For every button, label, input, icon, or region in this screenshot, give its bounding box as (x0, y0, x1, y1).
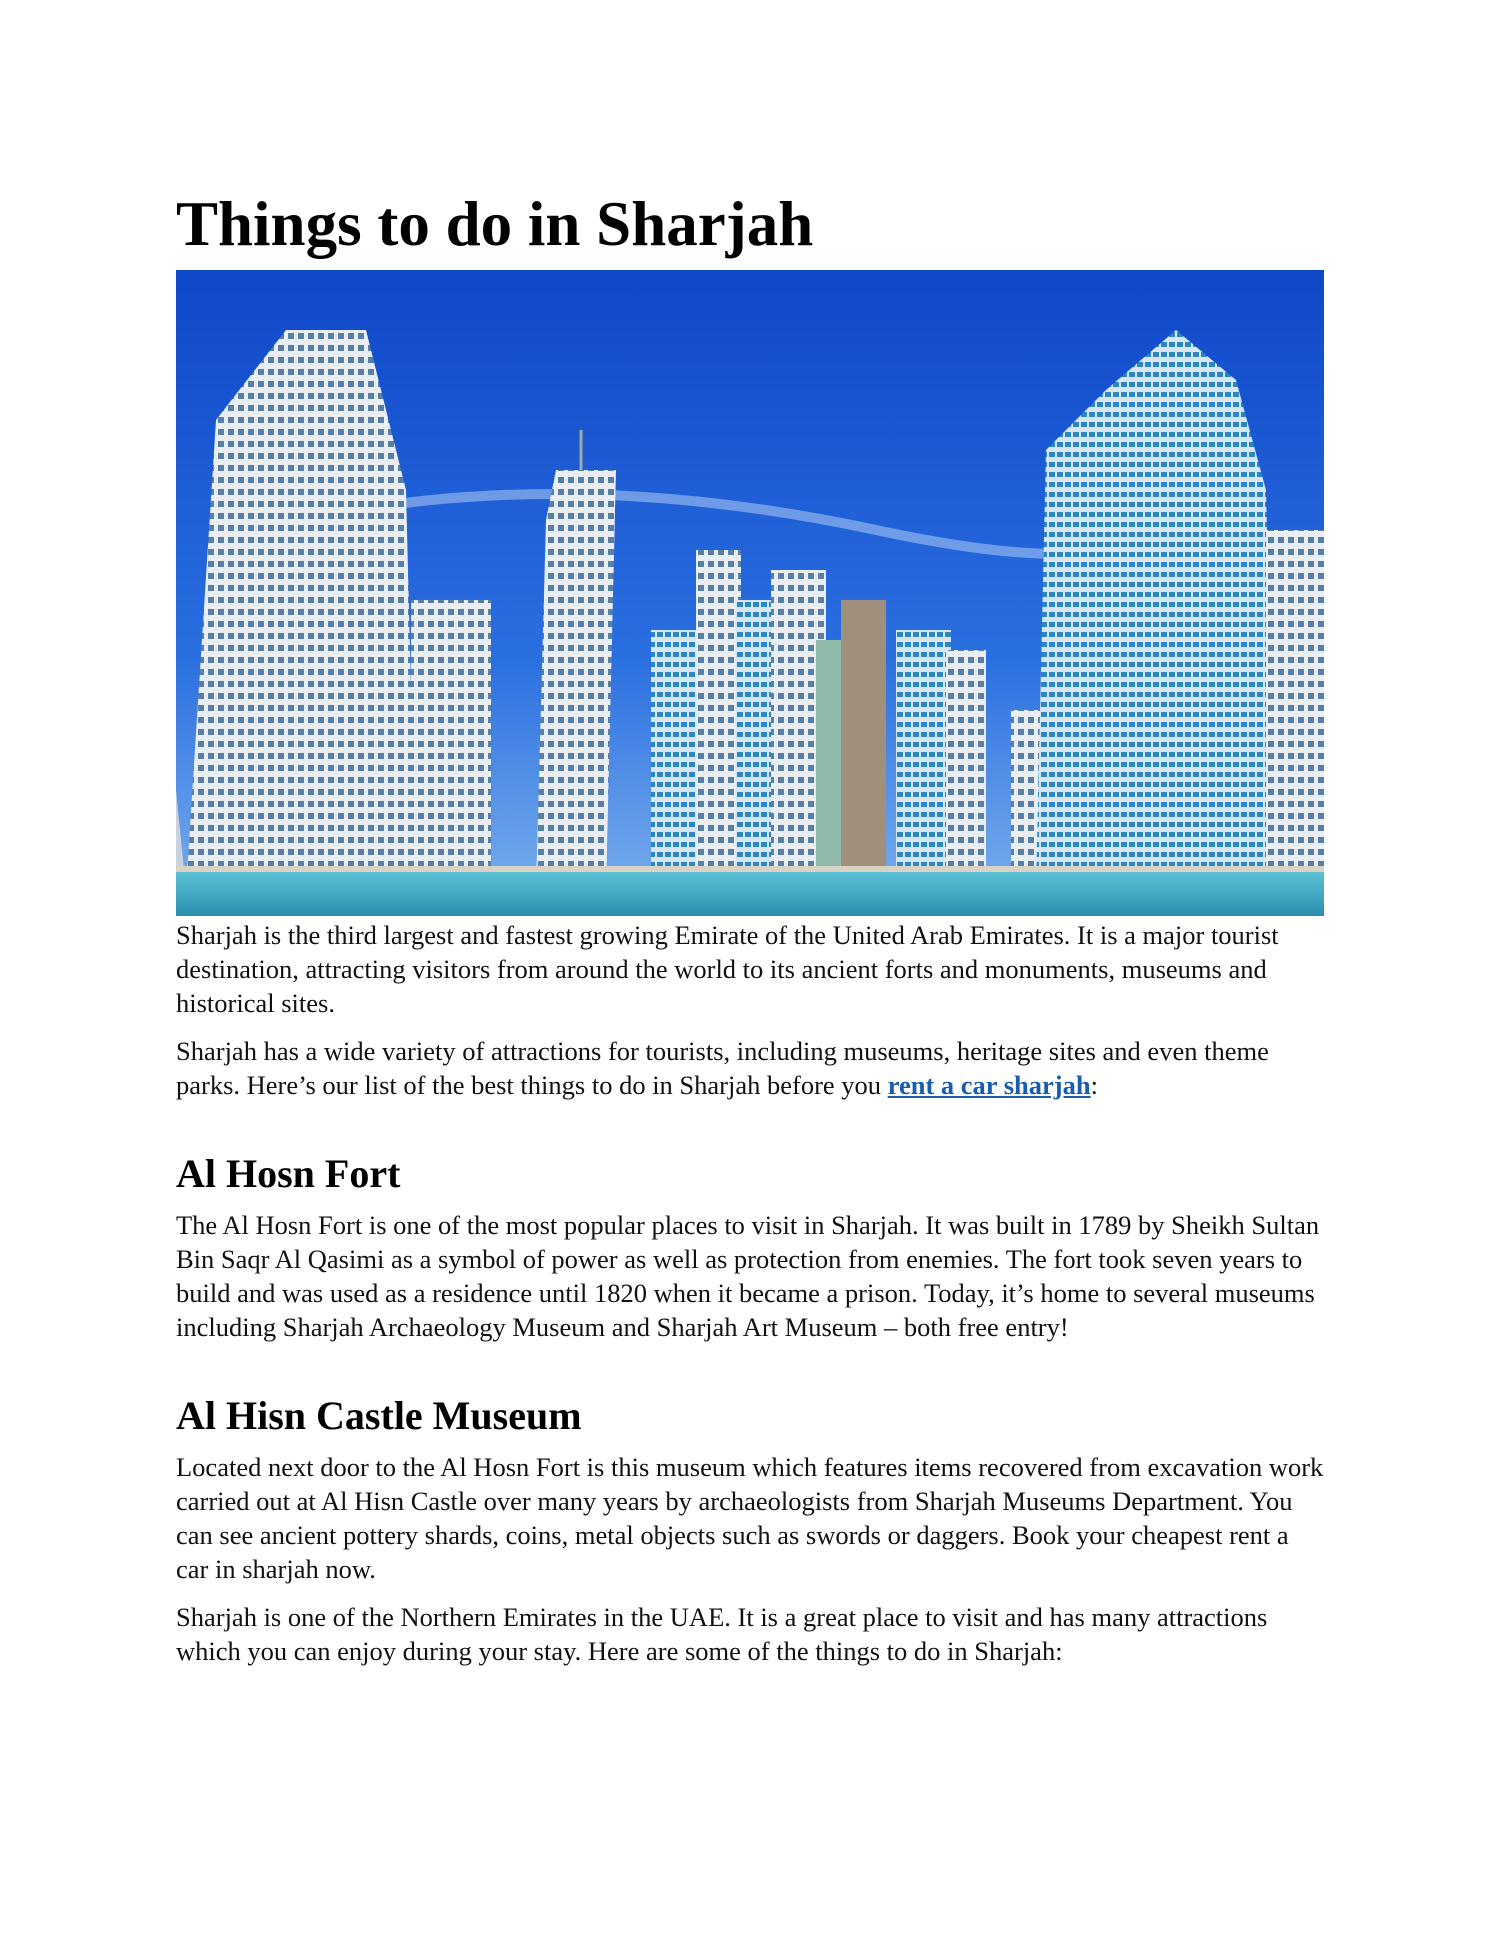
al-hosn-paragraph: The Al Hosn Fort is one of the most popular places to visit in Sharjah. It was built in 1789 by Sheikh Sultan Bin Saqr Al Qasimi as a symbol of power as well as protection from enemies. The fort took seven years to build and was used as a residence until 1820 when it became a prison. Today, it’s home to several museums including Sharjah Archaeology Museum and Sharjah Art Museum – both free entry! (176, 1210, 1320, 1342)
al-hisn-paragraph-2: Sharjah is one of the Northern Emirates in the UAE. It is a great place to visit and has many attractions which you can enjoy during your stay. Here are some of the things to do in Sharjah: (176, 1602, 1268, 1666)
intro-paragraph: Sharjah is the third largest and fastest growing Emirate of the United Arab Emirates. It is a major tourist destination, attracting visitors from around the world to its ancient forts and monuments, museums and historical sites. (176, 920, 1279, 1018)
hero-image (176, 270, 1324, 916)
page-title: Things to do in Sharjah (176, 189, 814, 259)
rent-car-link[interactable]: rent a car sharjah (887, 1070, 1091, 1100)
intro-paragraph-2 (176, 1034, 1324, 1102)
heading-al-hosn-fort: Al Hosn Fort (176, 1151, 401, 1196)
heading-al-hisn-castle-museum: Al Hisn Castle Museum (176, 1393, 582, 1438)
intro-text: Sharjah has a wide variety of attractions for tourists, including museums, heritage sites and even theme parks. Here’s our list of the best things to do in Sharjah before you (176, 1036, 1269, 1100)
document-body (176, 186, 1324, 1668)
intro-colon: : (1090, 1070, 1098, 1100)
al-hisn-paragraph-1: Located next door to the Al Hosn Fort is this museum which features items recovered from excavation work carried out at Al Hisn Castle over many years by archaeologists from Sharjah Museums Department. You can see ancient pottery shards, coins, metal objects such as swords or daggers. Book your cheapest rent a car in sharjah now. (176, 1452, 1324, 1584)
